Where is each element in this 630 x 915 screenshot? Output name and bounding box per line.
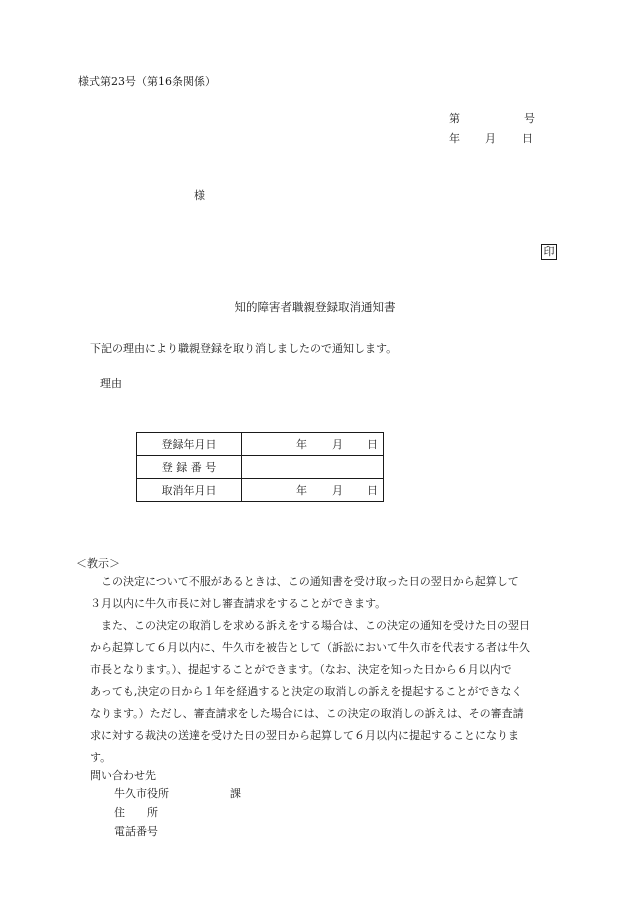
intro-text: 下記の理由により職親登録を取り消しましたので通知します。	[90, 342, 398, 355]
cell-year: 年	[296, 438, 307, 451]
table-cell-label: 登録年月日	[137, 433, 242, 456]
contact-address-label: 住 所	[114, 806, 158, 819]
paragraph-line: ３月以内に牛久市長に対し審査請求をすることができます。	[90, 597, 387, 610]
cell-month: 月	[332, 438, 343, 451]
table-cell-value	[242, 479, 384, 502]
date-day: 日	[522, 132, 533, 145]
cell-month: 月	[332, 484, 343, 497]
paragraph-line: この決定について不服があるときは、この通知書を受け取った日の翌日から起算して	[90, 575, 519, 588]
paragraph-line: す。	[90, 751, 112, 764]
date-year: 年	[449, 132, 460, 145]
paragraph-line: 市長となります。）、提起することができます。（なお、決定を知った日から６月以内で	[90, 663, 512, 676]
paragraph-line: なります。）ただし、審査請求をした場合には、この決定の取消しの訴えは、その審査請	[90, 707, 524, 720]
notice-heading: ＜教示＞	[76, 557, 120, 570]
date-month: 月	[485, 132, 496, 145]
table-row	[137, 479, 384, 502]
contact-office: 牛久市役所	[114, 787, 169, 800]
contact-phone-label: 電話番号	[114, 825, 158, 838]
paragraph-line: 求に対する裁決の送達を受けた日の翌日から起算して６月以内に提起することになりま	[90, 729, 519, 742]
table-row	[137, 456, 384, 479]
ref-dai: 第	[449, 112, 460, 125]
seal-mark: 印	[541, 244, 557, 260]
addressee-honorific: 様	[194, 189, 205, 202]
registration-table	[136, 432, 384, 502]
paragraph-line: から起算して６月以内に、牛久市を被告として（訴訟において牛久市を代表する者は牛久	[90, 641, 530, 654]
table-cell-value	[242, 456, 384, 479]
notice-paragraph-2	[90, 615, 530, 769]
ref-go: 号	[524, 112, 535, 125]
cell-year: 年	[296, 484, 307, 497]
form-number: 様式第23号（第16条関係）	[78, 75, 216, 88]
table-cell-value	[242, 433, 384, 456]
reason-label: 理由	[100, 377, 122, 390]
cell-day: 日	[367, 484, 378, 497]
contact-heading: 問い合わせ先	[90, 769, 156, 782]
contact-section: 課	[230, 787, 241, 800]
notice-paragraph-1	[90, 571, 519, 615]
cell-day: 日	[367, 438, 378, 451]
paragraph-line: また、この決定の取消しを求める訴えをする場合は、この決定の通知を受けた日の翌日	[90, 619, 530, 632]
table-cell-label: 登 録 番 号	[137, 456, 242, 479]
table-row	[137, 433, 384, 456]
table-cell-label: 取消年月日	[137, 479, 242, 502]
paragraph-line: あっても,決定の日から１年を経過すると決定の取消しの訴えを提起することができなく	[90, 685, 523, 698]
document-title: 知的障害者職親登録取消通知書	[234, 300, 396, 314]
